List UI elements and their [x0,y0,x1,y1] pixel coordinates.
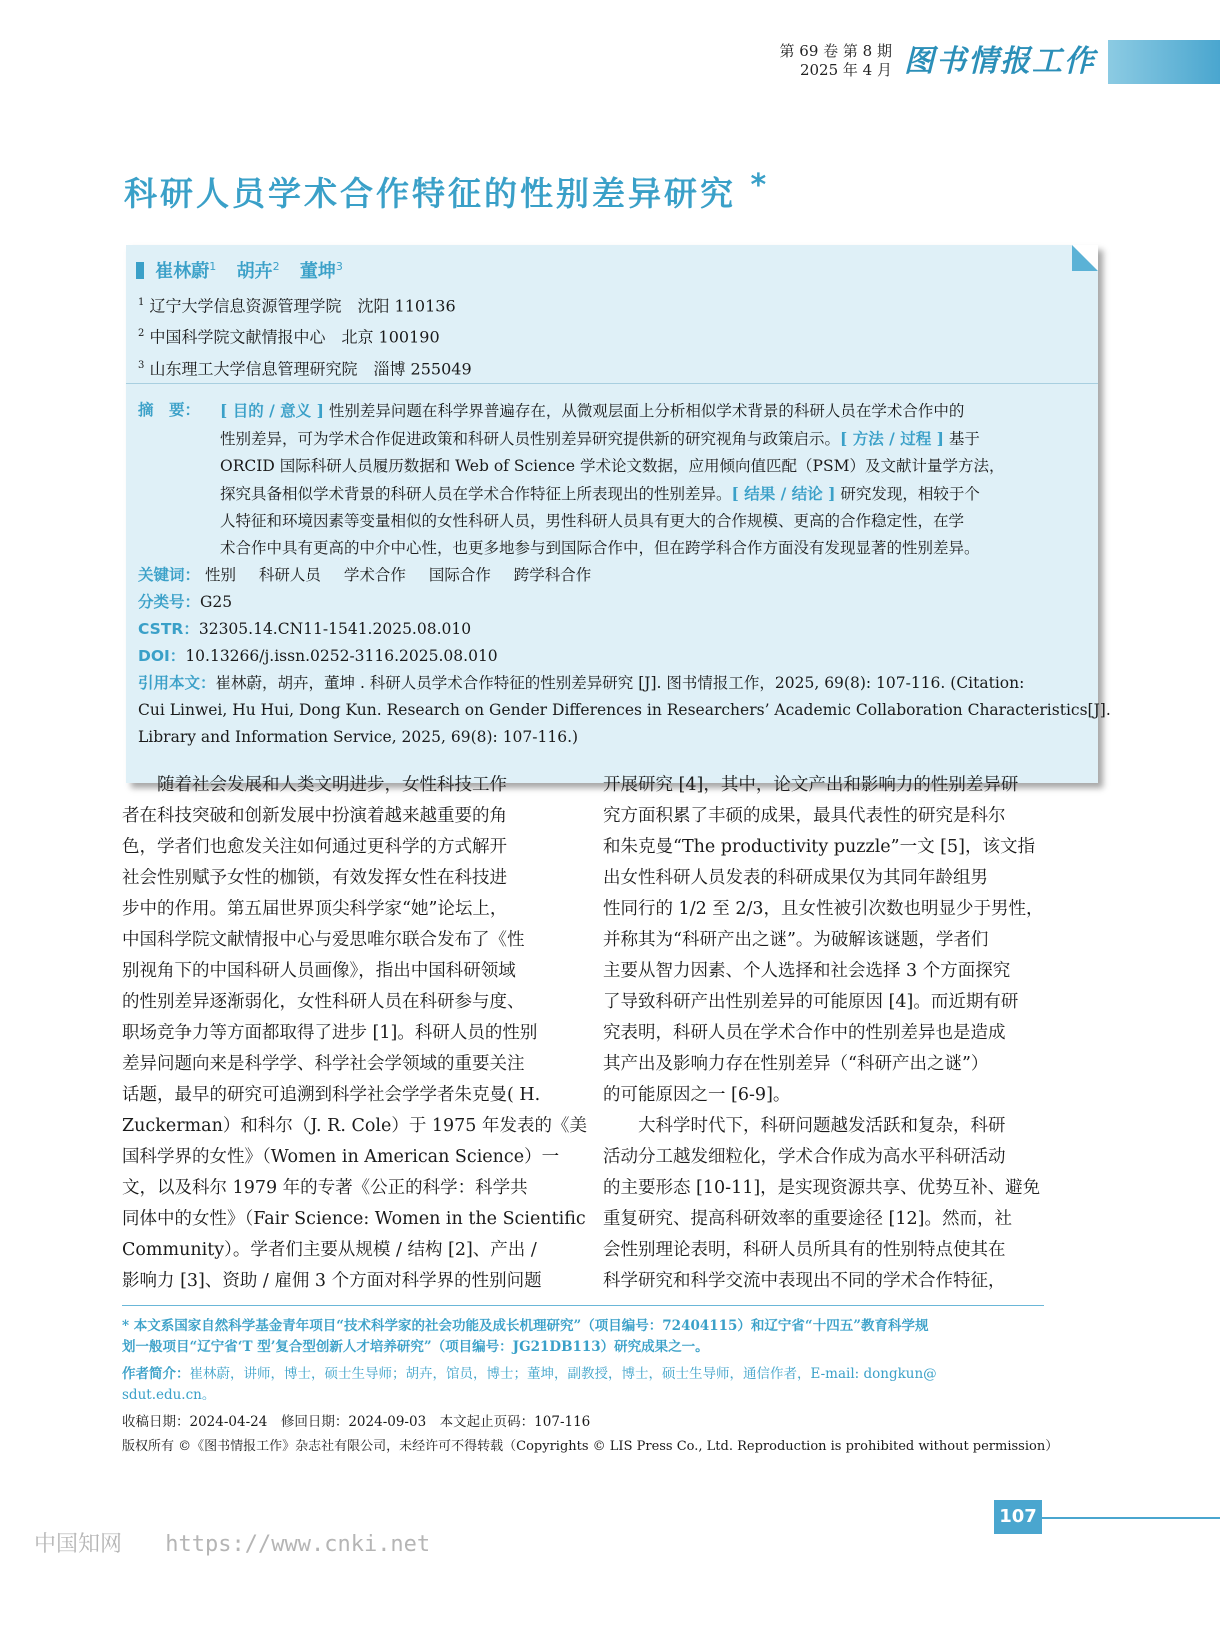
received-dates: 收稿日期：2024-04-24 修回日期：2024-09-03 本文起止页码：107-116 [122,1414,591,1430]
citation: 引用本文：崔林蔚，胡卉，董坤 . 科研人员学术合作特征的性别差异研究 [J]. 图书情报工作，2025, 69(8): 107-116. (Citation: Cui Linwei, Hu Hui, Dong Kun. Research on Gender Differences in Researchers’ Academic Collaboration Characteristics[J]. Library and Information Service, 2025, 69(8): 107-116.) [138,674,1111,746]
author: 董坤$^3$ [299,260,343,282]
abstract-label: 摘 要： [138,401,201,419]
doi: DOI：10.13266/j.issn.0252-3116.2025.08.010 [138,647,498,665]
author-bio-label: 作者简介： [122,1366,190,1382]
classification-number: 分类号：G25 [138,593,233,611]
author-list [136,257,357,283]
journal-header [780,40,1220,84]
abstract-section [138,397,1111,751]
funding-note: * 本文系国家自然科学基金青年项目“技术科学家的社会功能及成长机理研究”（项目编号：72404115）和辽宁省“十四五”教育科学规 划一般项目“辽宁省‘T 型’复合型创新人才培养研究”（项目编号：JG21DB113）研究成果之一。 [122,1318,929,1355]
header-bar [1108,40,1220,84]
paper-title [124,168,1104,215]
keyword: 跨学科合作 [513,566,592,584]
author-bio: 作者简介：崔林蔚，讲师，博士，硕士生导师；胡卉，馆员，博士；董坤，副教授，博士，硕士生导师，通信作者，E-mail: dongkun@ sdut.edu.cn。 [122,1366,937,1403]
keyword: 国际合作 [428,566,491,584]
cnki-watermark-url: https://www.cnki.net [165,1532,431,1557]
affiliation-list [138,289,472,383]
abstract-first-line: 摘 要： [ 目的 / 意义 ] 性别差异问题在科学界普遍存在，从微观层面上分析相似学术背景的科研人员在学术合作中的 [138,397,1086,425]
page-number: 107 [994,1500,1042,1534]
abstract-body: 性别差异，可为学术合作促进政策和科研人员性别差异研究提供新的研究视角与政策启示。[ 方法 / 过程 ] 基于 ORCID 国际科研人员履历数据和 Web of Science 学术论文数据，应用倾向值匹配（PSM）及文献计量学方法， 探究具备相似学术背景的科研人员在学术合作特征上所表现出的性别差异。[ 结果 / 结论 ] 研究发现，相较于个 人特征和环境因素等变量相似的女性科研人员，男性科研人员具有更大的合作规模、更高的合作稳定性，在学 术合作中具有更高的中介中心性，也更多地参与到国际合作中，但在跨学科合作方面没有发现显著的性别差异。 [220,429,1005,557]
copyright-note: 版权所有 ©《图书情报工作》杂志社有限公司，未经许可不得转载（Copyrights © LIS Press Co., Ltd. Reproduction is prohibited without permission） [122,1439,1059,1454]
body-column-left: 随着社会发展和人类文明进步，女性科技工作 者在科技突破和创新发展中扮演着越来越重要的角 色，学者们也愈发关注如何通过更科学的方式解开 社会性别赋予女性的枷锁，有效发挥女性在科技进 步中的作用。第五届世界顶尖科学家“她”论坛上， 中国科学院文献情报中心与爱思唯尔联合发布了《性 别视角下的中国科研人员画像》，指出中国科研领域 的性别差异逐渐弱化，女性科研人员在科研参与度、 职场竞争力等方面都取得了进步 [1]。科研人员的性别 差异问题向来是科学学、科学社会学领域的重要关注 话题，最早的研究可追溯到科学社会学学者朱克曼( H. Zuckerman）和科尔（J. R. Cole）于 1975 年发表的《美 国科学界的女性》（Women in American Science）一 文，以及科尔 1979 年的专著《公正的科学：科学共 同体中的女性》（Fair Science: Women in the Scientific Community）。学者们主要从规模 / 结构 [2]、产出 / 影响力 [3]、资助 / 雇佣 3 个方面对科学界的性别问题 [122,775,587,1291]
affiliation: $^1$ 辽宁大学信息资源管理学院 沈阳 110136 [138,296,456,316]
issue-info [780,40,892,84]
volume-issue: 第 69 卷 第 8 期 [779,42,892,60]
cnki-watermark-name: 中国知网 [34,1532,123,1557]
author: 胡卉$^2$ [236,260,280,282]
paper-info-box [126,245,1111,783]
issue-date: 2025 年 4 月 [799,61,892,79]
corner-fold-decoration [1072,245,1098,271]
page-number-rule [1042,1517,1220,1519]
cnki-watermark [34,1527,430,1558]
author-marker-icon [136,262,144,279]
abstract-tag-result: [ 结果 / 结论 ] [731,484,836,503]
keywords-label: 关键词： [138,566,201,584]
footnote-divider [122,1305,1044,1306]
author: 崔林蔚$^1$ [155,260,217,282]
citation-label: 引用本文： [138,674,216,692]
keyword: 科研人员 [258,566,321,584]
affiliation: $^2$ 中国科学院文献情报中心 北京 100190 [138,327,440,347]
abstract-tag-purpose: [ 目的 / 意义 ] [220,401,324,420]
keyword: 学术合作 [343,566,406,584]
journal-logo: 图书情报工作 [904,44,1096,79]
keyword: 性别 [204,566,236,584]
body-column-right: 开展研究 [4]，其中，论文产出和影响力的性别差异研 究方面积累了丰硕的成果，最具代表性的研究是科尔 和朱克曼“The productivity puzzle”一文 [5]，该文指 出女性科研人员发表的科研成果仅为其同年龄组男 性同行的 1/2 至 2/3，且女性被引次数也明显少于男性， 并称其为“科研产出之谜”。为破解该谜题，学者们 主要从智力因素、个人选择和社会选择 3 个方面探究 了导致科研产出性别差异的可能原因 [4]。而近期有研 究表明，科研人员在学术合作中的性别差异也是造成 其产出及影响力存在性别差异（“科研产出之谜”） 的可能原因之一 [6-9]。 大科学时代下，科研问题越发活跃和复杂，科研 活动分工越发细粒化，学术合作成为高水平科研活动 的主要形态 [10-11]，是实现资源共享、优势互补、避免 重复研究、提高科研效率的重要途径 [12]。然而，社 会性别理论表明，科研人员所具有的性别特点使其在 科学研究和科学交流中表现出不同的学术合作特征， [603,775,1044,1291]
keywords [138,562,1086,589]
abstract-tag-method: [ 方法 / 过程 ] [840,429,944,448]
paper-title-text: 科研人员学术合作特征的性别差异研究 [124,174,736,213]
info-divider [126,383,1098,384]
affiliation: $^3$ 山东理工大学信息管理研究院 淄博 255049 [138,358,472,378]
title-footnote-mark: * [750,168,770,203]
cstr: CSTR：32305.14.CN11-1541.2025.08.010 [138,620,472,638]
